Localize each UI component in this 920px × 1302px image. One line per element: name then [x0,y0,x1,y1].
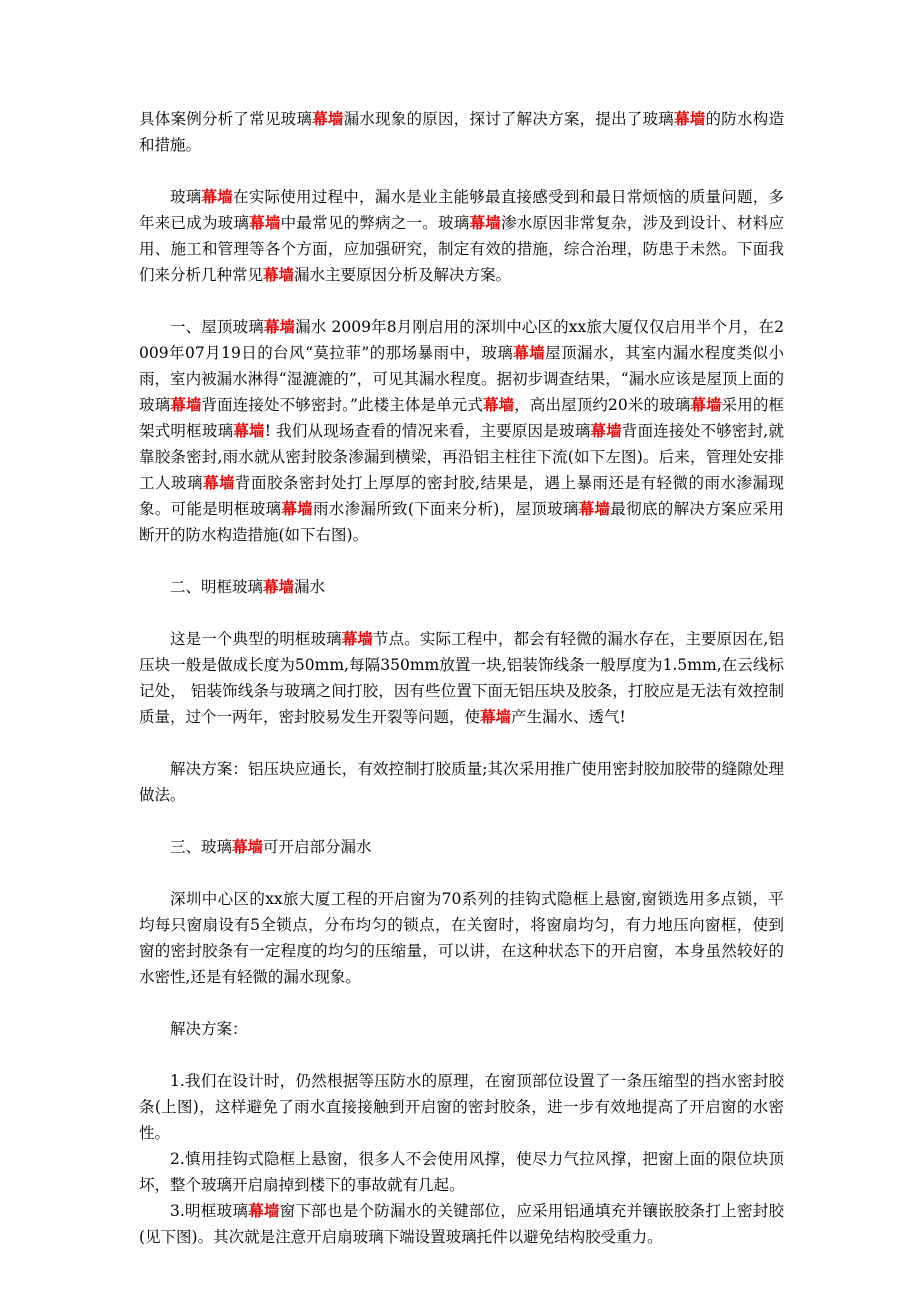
paragraph-text: 漏水现象的原因，探讨了解决方案，提出了玻璃 [343,110,675,128]
paragraph [139,756,784,808]
paragraph [139,184,784,288]
highlighted-keyword: 幕墙 [341,629,374,648]
paragraph-text: 在实际使用过程中，漏水是业主能够最直接感受到和最日常烦恼的质量问题，多年来已成为玻璃 [139,188,784,232]
document-body [139,106,784,1250]
highlighted-keyword: 幕墙 [203,473,236,492]
paragraph-text: 产生漏水、透气! [511,708,626,726]
paragraph-text: 解决方案： [170,1020,248,1038]
paragraph [139,834,784,860]
paragraph-text: 漏水 2009年8月刚启用的深圳中心区的xx旅大厦仅仅启用半个月，在2009年07月19日的台风“莫拉菲”的那场暴雨中，玻璃 [139,318,784,362]
paragraph-text: 深圳中心区的xx旅大厦工程的开启窗为70系列的挂钩式隐框上悬窗,窗锁选用多点锁，平均每只窗扇设有5全锁点，分布均匀的锁点，在关窗时，将窗扇均匀，有力地压向窗框，使到窗的密封胶条有一定程度的均匀的压缩量，可以讲，在这种状态下的开启窗，本身虽然较好的水密性,还是有轻微的漏水现象。 [139,890,784,986]
paragraph-text: 三、玻璃 [170,838,233,856]
paragraph [139,1068,784,1146]
paragraph [139,1146,784,1198]
paragraph-text: 这是一个典型的明框玻璃 [170,630,342,648]
highlighted-keyword: 幕墙 [201,187,233,206]
highlighted-keyword: 幕墙 [483,395,515,414]
paragraph-text: 背面连接处不够密封,就靠胶条密封,雨水就从密封胶条渗漏到横梁，再沿铝主柱往下流(如下左图)。后来，管理处安排工人玻璃 [139,422,784,492]
highlighted-keyword: 幕墙 [263,577,295,596]
highlighted-keyword: 幕墙 [263,317,296,336]
paragraph-text: 中最常见的弊病之一。玻璃 [280,214,470,232]
highlighted-keyword: 幕墙 [249,213,281,232]
paragraph-text: ! 我们从现场查看的情况来看，主要原因是玻璃 [264,422,591,440]
highlighted-keyword: 幕墙 [674,109,706,128]
highlighted-keyword: 幕墙 [248,1201,280,1220]
highlighted-keyword: 幕墙 [312,109,344,128]
highlighted-keyword: 幕墙 [513,343,546,362]
highlighted-keyword: 幕墙 [233,421,265,440]
paragraph-text: 采用的框架式明框玻璃 [139,396,784,440]
highlighted-keyword: 幕墙 [690,395,722,414]
paragraph-text: 漏水 [294,578,326,596]
paragraph [139,1198,784,1250]
highlighted-keyword: 幕墙 [590,421,622,440]
paragraph-text: 玻璃 [170,188,202,206]
paragraph-text: 2.慎用挂钩式隐框上悬窗，很多人不会使用风撑，使尽力气拉风撑，把窗上面的限位块顶坏，整个玻璃开启扇掉到楼下的事故就有几起。 [139,1150,784,1194]
paragraph-text: 一、屋顶玻璃 [170,318,264,336]
paragraph-text: 漏水主要原因分析及解决方案。 [294,266,512,284]
paragraph-text: 节点。实际工程中，都会有轻微的漏水存在，主要原因在,铝压块一般是做成长度为50mm,每隔350mm放置一块,铝装饰线条一般厚度为1.5mm,在云线标记处， 铝装饰线条与玻璃之间打胶，因有些位置下面无铝压块及胶条，打胶应是无法有效控制质量，过个一两年，密封胶易发生开裂等问题，使 [139,630,784,726]
paragraph [139,574,784,600]
highlighted-keyword: 幕墙 [480,707,512,726]
paragraph [139,1016,784,1042]
paragraph [139,106,784,158]
paragraph-text: 背面胶条密封处打上厚厚的密封胶,结果是，遇上暴雨还是有轻微的雨水渗漏现象。可能是明框玻璃 [139,474,784,518]
paragraph [139,886,784,990]
paragraph-text: 背面连接处不够密封。”此楼主体是单元式 [201,396,483,414]
paragraph-text: 1.我们在设计时，仍然根据等压防水的原理，在窗顶部位设置了一条压缩型的挡水密封胶条(上图)，这样避免了雨水直接接触到开启窗的密封胶条，进一步有效地提高了开启窗的水密性。 [139,1072,784,1142]
highlighted-keyword: 幕墙 [578,499,611,518]
paragraph-text: 二、明框玻璃 [170,578,264,596]
highlighted-keyword: 幕墙 [263,265,295,284]
paragraph-text: 窗下部也是个防漏水的关键部位，应采用铝通填充并镶嵌胶条打上密封胶(见下图)。其次就是注意开启扇玻璃下端设置玻璃托件以避免结构胶受重力。 [139,1202,784,1246]
paragraph-text: 渗水原因非常复杂，涉及到设计、材料应用、施工和管理等各个方面，应加强研究，制定有效的措施，综合治理，防患于未然。下面我们来分析几种常见 [139,214,784,284]
paragraph-text: 解决方案：铝压块应通长，有效控制打胶质量;其次采用推广使用密封胶加胶带的缝隙处理做法。 [139,760,784,804]
highlighted-keyword: 幕墙 [170,395,202,414]
paragraph-text: 的防水构造和措施。 [139,110,784,154]
paragraph-text: 最彻底的解决方案应采用断开的防水构造措施(如下右图)。 [139,500,784,544]
highlighted-keyword: 幕墙 [469,213,501,232]
paragraph-text: 可开启部分漏水 [263,838,372,856]
paragraph-text: 屋顶漏水，其室内漏水程度类似小雨，室内被漏水淋得“湿漉漉的”，可见其漏水程度。据初步调查结果，“漏水应该是屋顶上面的玻璃 [139,344,784,414]
paragraph-text: 雨水渗漏所致(下面来分析)，屋顶玻璃 [312,500,579,518]
paragraph-text: 具体案例分析了常见玻璃 [139,110,313,128]
highlighted-keyword: 幕墙 [232,837,264,856]
paragraph-text: ，高出屋顶约20米的玻璃 [514,396,691,414]
paragraph-text: 3.明框玻璃 [170,1202,249,1220]
paragraph [139,314,784,548]
paragraph [139,626,784,730]
highlighted-keyword: 幕墙 [281,499,313,518]
